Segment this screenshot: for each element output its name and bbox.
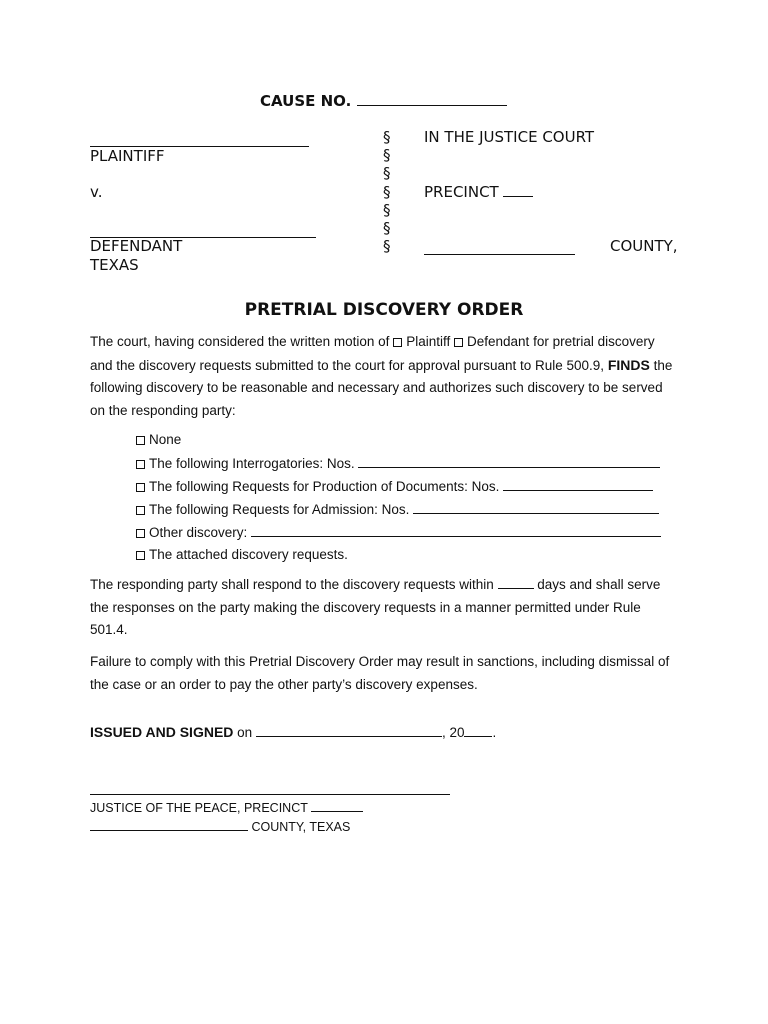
county-signature-line [90, 818, 350, 834]
plaintiff-option-label: Plaintiff [406, 334, 451, 349]
option-production [136, 478, 653, 494]
issued-end: . [492, 725, 497, 740]
option-label: None [149, 432, 182, 447]
option-checkbox[interactable] [136, 460, 145, 469]
option-none [136, 432, 181, 447]
section-symbol: § [383, 146, 391, 164]
intro-part2: for pretrial discovery and the discovery requests submitted to the court for approval pursuant to Rule 500.9, [90, 334, 655, 373]
option-label: The attached discovery requests. [149, 547, 348, 562]
issued-date-blank [256, 724, 442, 737]
admission-blank [413, 501, 659, 514]
county-label: COUNTY, [610, 237, 678, 255]
precinct-blank [503, 184, 533, 197]
option-checkbox[interactable] [136, 506, 145, 515]
issued-year-blank [464, 724, 492, 737]
option-label: The following Requests for Admission: Nos. [149, 502, 410, 517]
section-symbol: § [383, 237, 391, 255]
section-symbol: § [383, 128, 391, 146]
days-blank [498, 576, 534, 589]
page-title: PRETRIAL DISCOVERY ORDER [244, 300, 524, 320]
response-part1: The responding party shall respond to the discovery requests within [90, 577, 494, 592]
versus-label: v. [90, 183, 103, 201]
defendant-checkbox[interactable] [454, 338, 463, 347]
signature-county-blank [90, 818, 248, 831]
option-checkbox[interactable] [136, 551, 145, 560]
option-other [136, 524, 661, 540]
option-label: The following Requests for Production of Documents: Nos. [149, 479, 500, 494]
precinct-label: PRECINCT [424, 183, 499, 201]
interrogatories-blank [358, 455, 660, 468]
intro-part3: the following discovery to be reasonable and necessary and authorizes such discovery to be served on the responding party: [90, 357, 673, 419]
failure-paragraph: Failure to comply with this Pretrial Discovery Order may result in sanctions, including dismissal of the case or an order to pay the other party’s discovery expenses. [90, 654, 670, 692]
justice-label: JUSTICE OF THE PEACE, PRECINCT [90, 801, 308, 815]
option-checkbox[interactable] [136, 436, 145, 445]
section-symbol: § [383, 201, 391, 219]
issued-label: ISSUED AND SIGNED [90, 724, 234, 740]
section-symbol: § [383, 164, 391, 182]
defendant-option-label: Defendant [466, 334, 530, 349]
justice-line [90, 799, 363, 815]
cause-number-blank [357, 93, 507, 106]
precinct-line [424, 183, 533, 201]
issued-line [90, 724, 496, 740]
response-paragraph [90, 574, 680, 642]
section-symbol: § [383, 219, 391, 237]
plaintiff-checkbox[interactable] [393, 338, 402, 347]
texas-label: TEXAS [90, 256, 139, 274]
option-attached [136, 547, 348, 562]
plaintiff-label: PLAINTIFF [90, 147, 165, 165]
option-label: The following Interrogatories: Nos. [149, 456, 355, 471]
signature-line [90, 794, 450, 795]
option-label: Other discovery: [149, 525, 248, 540]
issued-on: on [237, 725, 253, 740]
defendant-label: DEFENDANT [90, 237, 183, 255]
county-texas-label: COUNTY, TEXAS [251, 820, 351, 834]
intro-part1: The court, having considered the written motion of [90, 334, 390, 349]
cause-number-line [260, 92, 507, 110]
intro-paragraph [90, 331, 680, 423]
option-checkbox[interactable] [136, 529, 145, 538]
issued-year-prefix: , 20 [441, 725, 465, 740]
response-part2: days and shall serve the responses on the party making the discovery requests in a manner permitted under Rule 501.4. [90, 577, 661, 638]
signature-precinct-blank [311, 799, 363, 812]
option-interrogatories [136, 455, 660, 471]
option-checkbox[interactable] [136, 483, 145, 492]
other-discovery-blank [251, 524, 661, 537]
finds-label: FINDS [607, 356, 650, 373]
option-admission [136, 501, 659, 517]
production-blank [503, 478, 653, 491]
section-symbol: § [383, 183, 391, 201]
court-name: IN THE JUSTICE COURT [424, 128, 595, 146]
county-name-line [424, 254, 575, 255]
cause-label: CAUSE NO. [260, 92, 352, 110]
